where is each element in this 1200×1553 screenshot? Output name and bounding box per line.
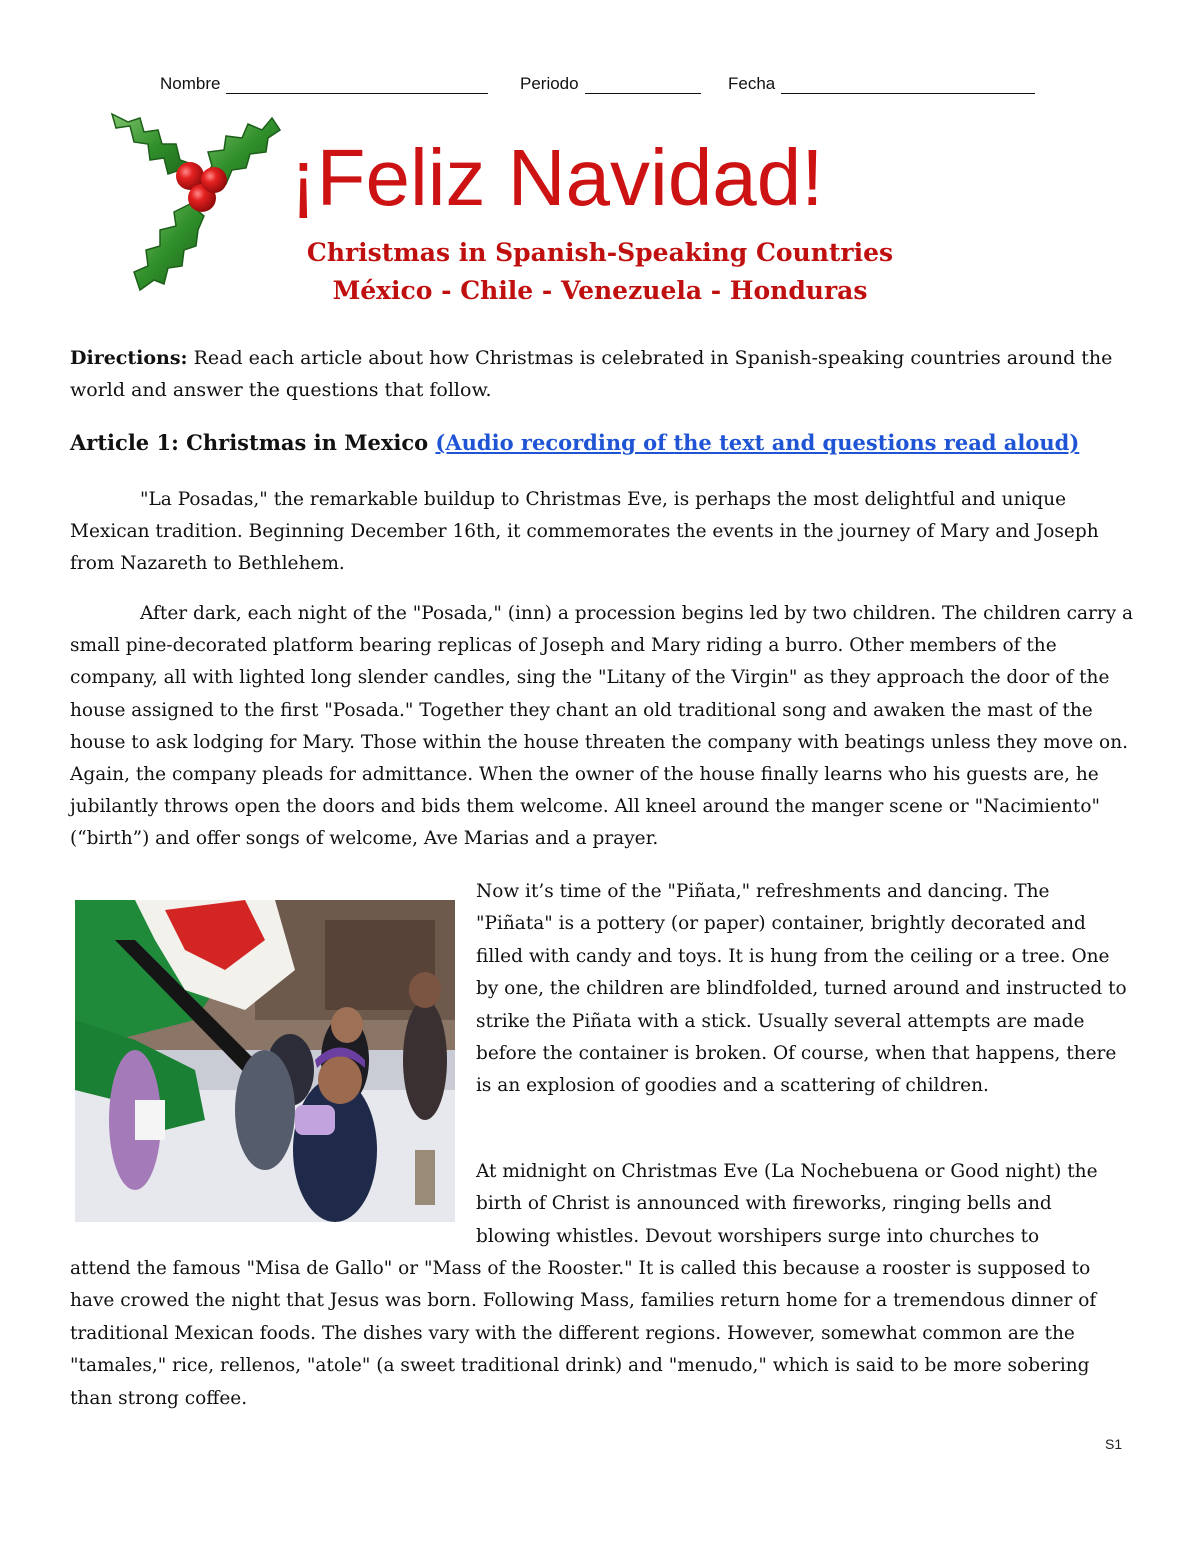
article-paragraph: After dark, each night of the "Posada," (inn) a procession begins led by two children. The children carry a small pine-decorated platform bearing replicas of Joseph and Mary riding a burro. Other members of the company, all with lighted long slender candles, sing the "Litany of the Virgin" as they approach the door of the house assigned to the first "Posada." Together they chant an old traditional song and awaken the mast of the house to ask lodging for Mary. Those within the house threaten the company with beatings unless they move on. Again, the company pleads for admittance. When the owner of the house finally learns who his guests are, he jubilantly throws open the doors and bids them welcome. All kneel around the manger scene or "Nacimiento" (“birth”) and offer songs of welcome, Ave Marias and a prayer.	[70, 603, 1134, 850]
article-paragraph: Now it’s time of the "Piñata," refreshments and dancing. The "Piñata" is a pottery (or paper) container, brightly decorated and filled with candy and toys. It is hung from the ceiling or a tree. One by one, the children are blindfolded, turned around and instructed to strike the Piñata with a stick. Usually several attempts are made before the container is broken. Of course, when that happens, there is an explosion of goodies and a scattering of children.	[476, 881, 1127, 1097]
page-number: S1	[1105, 1436, 1123, 1452]
period-blank-line[interactable]	[585, 76, 701, 94]
page-title: ¡Feliz Navidad!	[290, 133, 824, 222]
countries-subtitle: México - Chile - Venezuela - Honduras	[332, 276, 868, 305]
article-paragraph: "La Posadas," the remarkable buildup to Christmas Eve, is perhaps the most delightful and unique Mexican tradition. Beginning December 16th, it commemorates the events in the journey of Mary and Joseph from Nazareth to Bethlehem.	[70, 489, 1099, 575]
date-field[interactable]	[728, 74, 1035, 94]
audio-recording-link[interactable]: (Audio recording of the text and questions read aloud)	[435, 430, 1080, 455]
date-label: Fecha	[728, 74, 776, 93]
name-label: Nombre	[160, 74, 221, 93]
page-subtitle: Christmas in Spanish-Speaking Countries	[306, 238, 894, 267]
article-paragraph: At midnight on Christmas Eve (La Nochebuena or Good night) the birth of Christ is announced with fireworks, ringing bells and blowing whistles. Devout worshipers surge into churches to	[476, 1161, 1098, 1247]
article-title: Article 1: Christmas in Mexico	[70, 430, 436, 455]
directions-text: Read each article about how Christmas is celebrated in Spanish-speaking countries around the world and answer the questions that follow.	[70, 347, 1113, 401]
date-blank-line[interactable]	[781, 76, 1035, 94]
name-blank-line[interactable]	[226, 76, 488, 94]
period-field[interactable]	[520, 74, 701, 94]
article-heading	[70, 430, 1150, 455]
name-field[interactable]	[160, 74, 488, 94]
directions-label: Directions:	[70, 347, 188, 369]
period-label: Periodo	[520, 74, 579, 93]
holly-icon	[98, 108, 298, 298]
directions	[70, 342, 1130, 406]
student-info-fields	[160, 74, 1060, 98]
article-paragraph-continued: attend the famous "Misa de Gallo" or "Mass of the Rooster." It is called this because a rooster is supposed to have crowed the night that Jesus was born. Following Mass, families return home for a tremendous dinner of traditional Mexican foods. The dishes vary with the different regions. However, somewhat common are the "tamales," rice, rellenos, "atole" (a sweet traditional drink) and "menudo," which is said to be more sobering than strong coffee.	[70, 1258, 1097, 1409]
pinata-photo	[75, 900, 455, 1222]
